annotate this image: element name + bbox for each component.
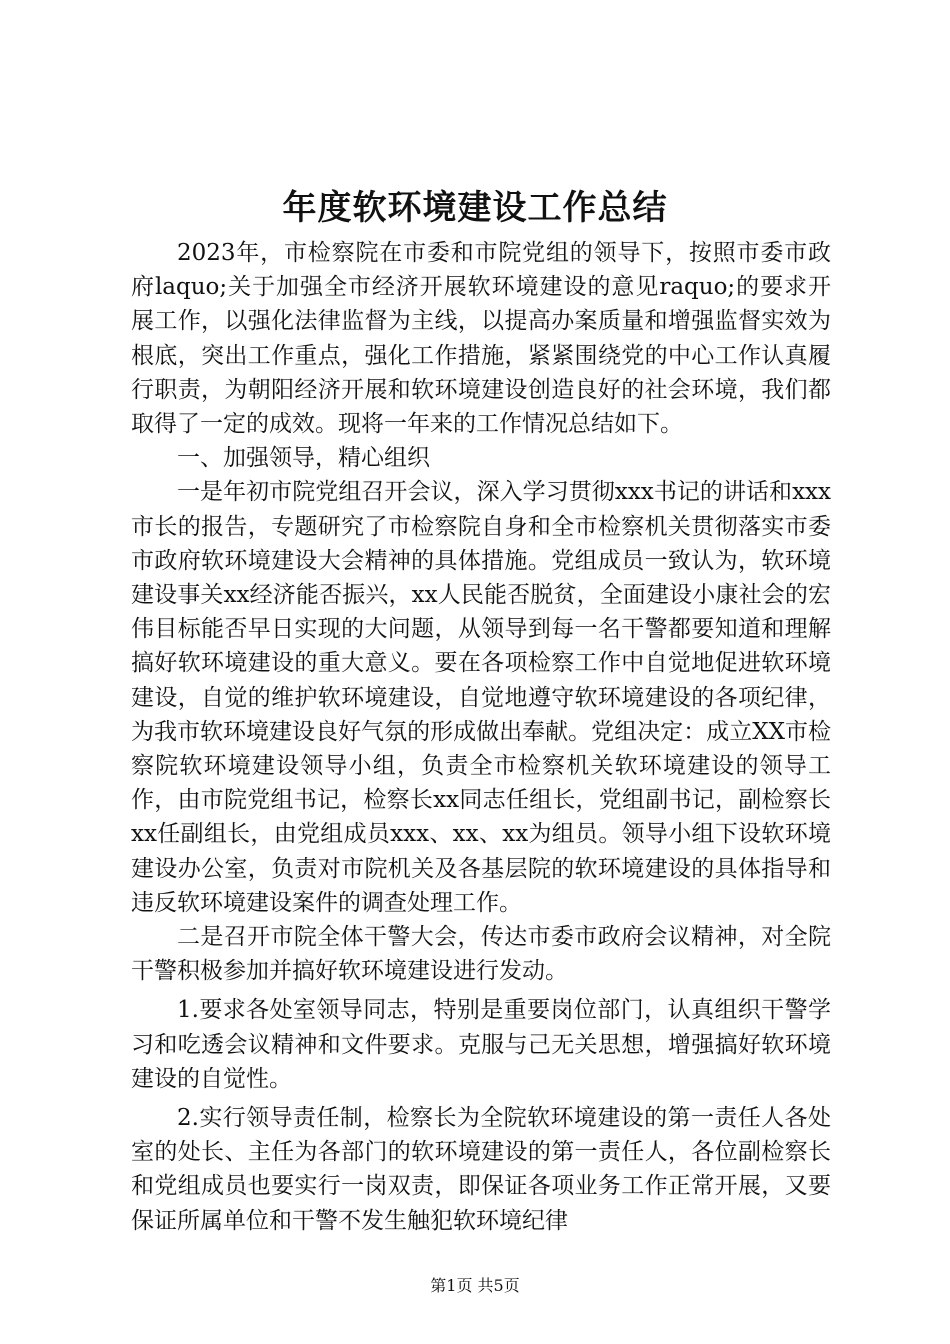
- page-footer: 第1页 共5页: [430, 1276, 520, 1295]
- paragraph-item-1: 1.要求各处室领导同志，特别是重要岗位部门，认真组织干警学习和吃透会议精神和文件要求。克服与己无关思想，增强搞好软环境建设的自觉性。: [131, 997, 831, 1092]
- document-title: 年度软环境建设工作总结: [282, 188, 668, 228]
- paragraph-first-point: 一是年初市院党组召开会议，深入学习贯彻xxx书记的讲话和xxx市长的报告，专题研究了市检察院自身和全市检察机关贯彻落实市委市政府软环境建设大会精神的具体措施。党组成员一致认为，软环境建设事关xx经济能否振兴，xx人民能否脱贫，全面建设小康社会的宏伟目标能否早日实现的大问题，从领导到每一名干警都要知道和理解搞好软环境建设的重大意义。要在各项检察工作中自觉地促进软环境建设，自觉的维护软环境建设，自觉地遵守软环境建设的各项纪律，为我市软环境建设良好气氛的形成做出奉献。党组决定：成立XX市检察院软环境建设领导小组，负责全市检察机关软环境建设的领导工作，由市院党组书记，检察长xx同志任组长，党组副书记，副检察长xx任副组长，由党组成员xxx、xx、xx为组员。领导小组下设软环境建设办公室，负责对市院机关及各基层院的软环境建设的具体指导和违反软环境建设案件的调查处理工作。: [131, 479, 831, 916]
- section-heading-1: 一、加强领导，精心组织: [177, 445, 430, 472]
- paragraph-second-point: 二是召开市院全体干警大会，传达市委市政府会议精神，对全院干警积极参加并搞好软环境建设进行发动。: [131, 924, 831, 985]
- paragraph-intro: 2023年，市检察院在市委和市院党组的领导下，按照市委市政府laquo;关于加强全市经济开展软环境建设的意见raquo;的要求开展工作，以强化法律监督为主线，以提高办案质量和增强监督实效为根底，突出工作重点，强化工作措施，紧紧围绕党的中心工作认真履行职责，为朝阳经济开展和软环境建设创造良好的社会环境，我们都取得了一定的成效。现将一年来的工作情况总结如下。: [131, 240, 831, 438]
- paragraph-item-2: 2.实行领导责任制，检察长为全院软环境建设的第一责任人各处室的处长、主任为各部门的软环境建设的第一责任人，各位副检察长和党组成员也要实行一岗双责，即保证各项业务工作正常开展，又要保证所属单位和干警不发生触犯软环境纪律: [131, 1105, 831, 1234]
- document-body: [131, 236, 831, 1238]
